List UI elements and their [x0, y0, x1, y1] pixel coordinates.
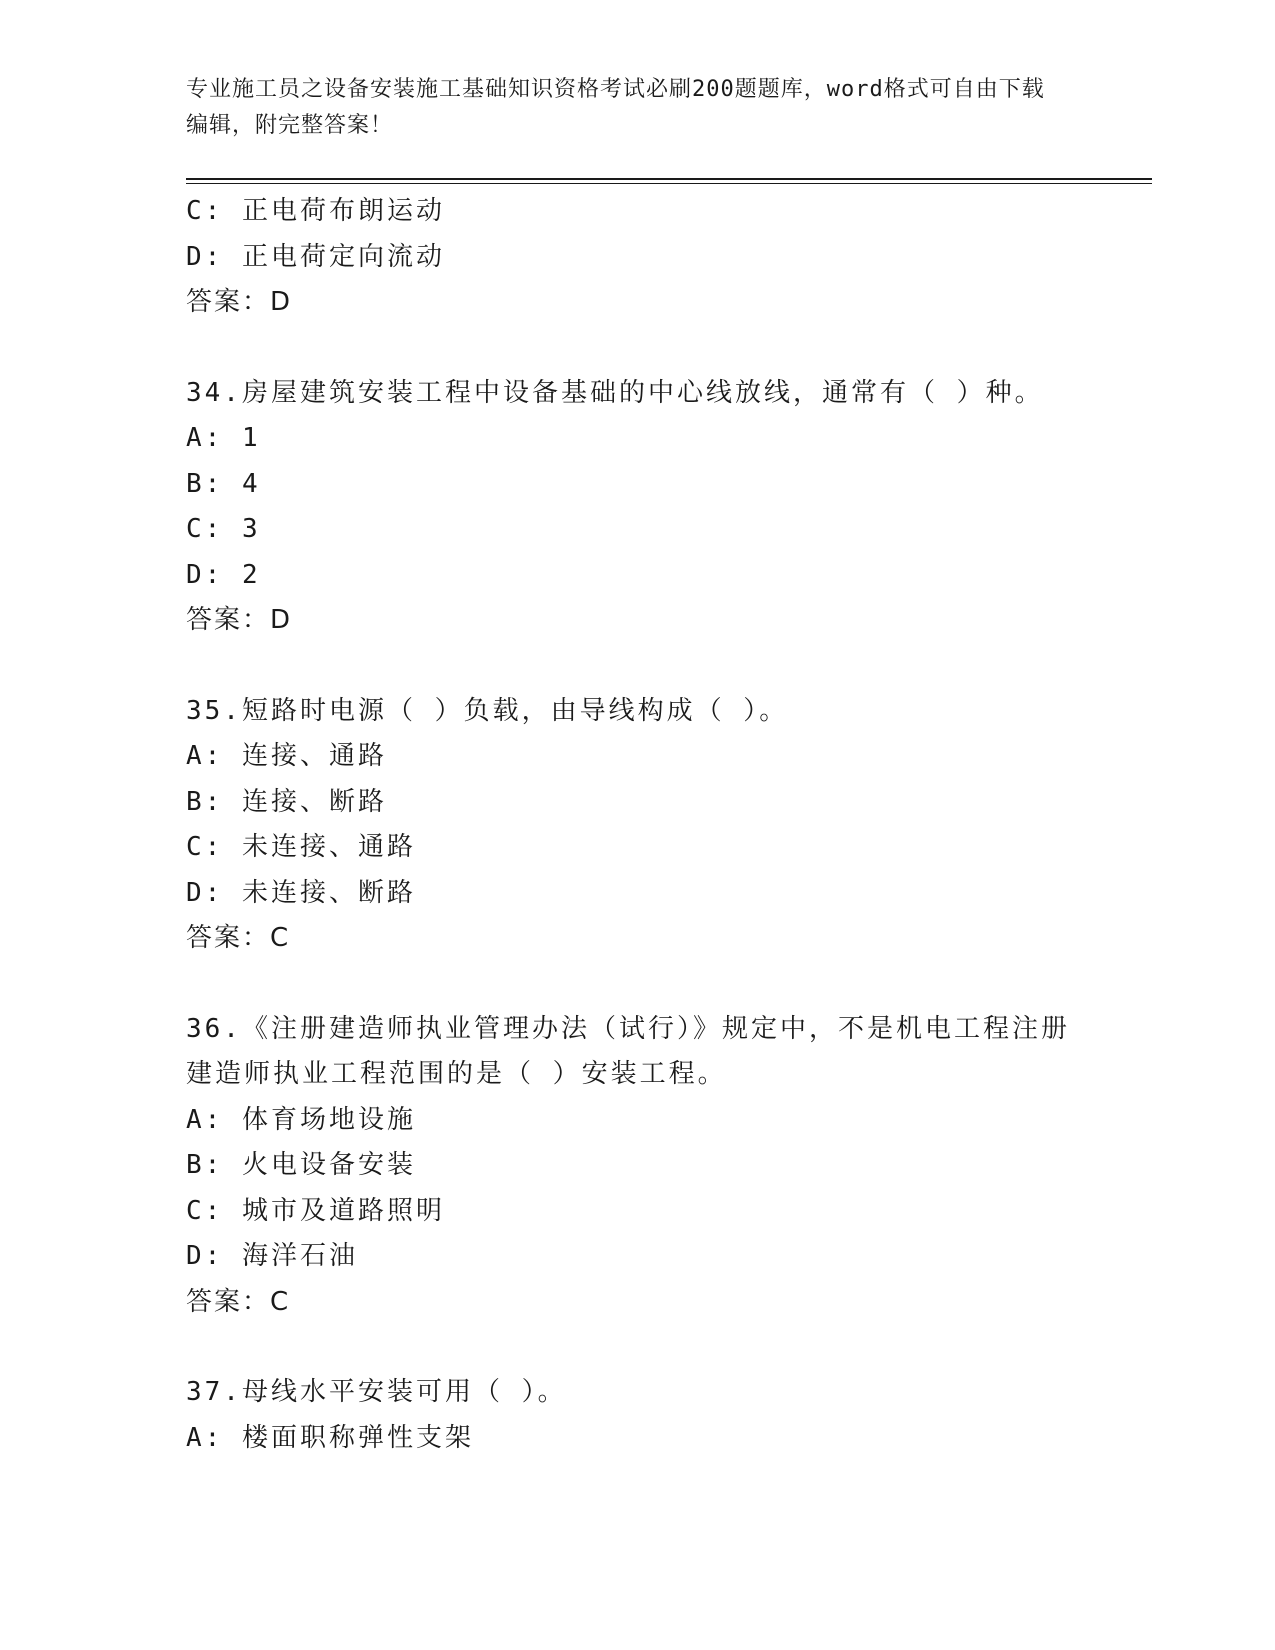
option-c: C: 城市及道路照明	[186, 1195, 445, 1226]
option-b: B: 4	[186, 468, 261, 499]
option-b: B: 连接、断路	[186, 786, 387, 817]
document-header	[186, 72, 1066, 144]
question-block-33	[186, 189, 1086, 326]
option-d: D: 正电荷定向流动	[186, 241, 445, 272]
option-c: C: 未连接、通路	[186, 832, 416, 862]
option-d: D: 未连接、断路	[186, 877, 416, 908]
question-title: 35.短路时电源（ ）负载，由导线构成（ ）。	[186, 695, 789, 726]
option-a: A: 体育场地设施	[186, 1104, 416, 1135]
question-block-37	[186, 1370, 1086, 1461]
answer-line: 答案：D	[186, 287, 293, 317]
question-block-35	[186, 689, 1086, 962]
question-title: 36.《注册建造师执业管理办法（试行）》规定中，不是机电工程注册建造师执业工程范围的是（ ）安装工程。	[186, 1013, 1070, 1089]
option-d: D: 海洋石油	[186, 1241, 358, 1271]
question-block-34	[186, 371, 1086, 644]
answer-line: 答案：C	[186, 1286, 291, 1317]
question-title: 34.房屋建筑安装工程中设备基础的中心线放线，通常有（ ）种。	[186, 377, 1044, 408]
question-title: 37.母线水平安装可用（ ）。	[186, 1377, 567, 1407]
option-d: D: 2	[186, 559, 261, 590]
option-a: A: 1	[186, 423, 261, 453]
answer-line: 答案：D	[186, 605, 293, 635]
header-title: 专业施工员之设备安装施工基础知识资格考试必刷200题题库，word格式可自由下载编辑，附完整答案！	[186, 77, 1045, 138]
document-body	[186, 189, 1086, 1461]
question-block-36	[186, 1007, 1086, 1326]
answer-line: 答案：C	[186, 923, 291, 953]
option-a: A: 连接、通路	[186, 741, 387, 771]
option-b: B: 火电设备安装	[186, 1150, 416, 1180]
option-a: A: 楼面职称弹性支架	[186, 1422, 474, 1453]
option-c: C: 正电荷布朗运动	[186, 196, 445, 226]
option-c: C: 3	[186, 514, 261, 544]
header-divider-thin	[186, 183, 1152, 184]
header-divider	[186, 178, 1152, 180]
